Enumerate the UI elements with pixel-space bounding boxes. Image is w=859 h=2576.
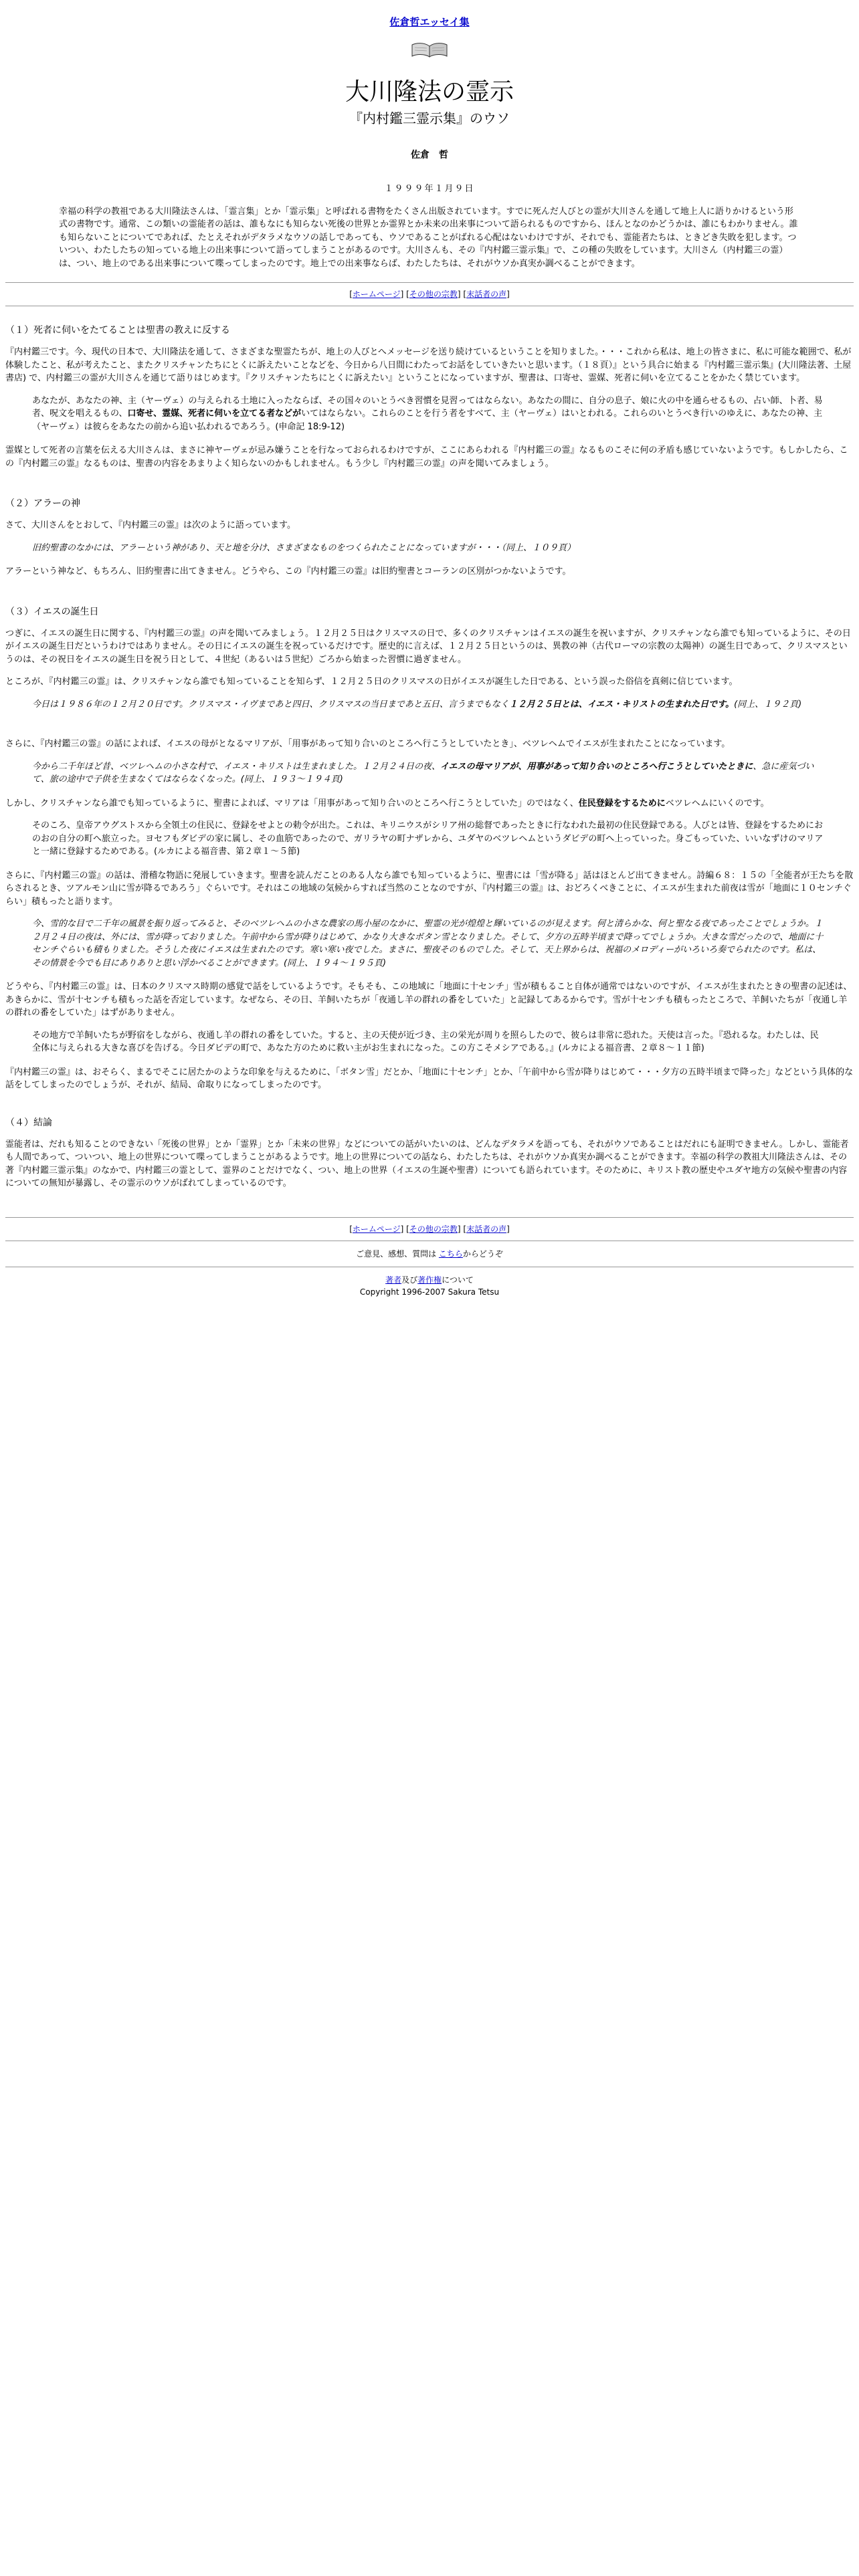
- paragraph-text: ベツレヘムにいくのです。: [665, 798, 769, 809]
- scripture-emphasis: 口寄せ、霊媒、死者に伺いを立てる者などが: [127, 409, 302, 419]
- paragraph: アラーという神など、もちろん、旧約聖書に出てきません。どうやら、この『内村鑑三の霊』は旧約聖書とコーランの区別がつかないようです。: [5, 566, 571, 576]
- divider: [5, 1217, 854, 1218]
- quote-text: 、急に産気づいて、旅の途中で子供を生まなくてはならなくなった。(同上、１９３～１９４頁): [32, 761, 814, 784]
- paragraph: さらに、『内村鑑三の霊』の話によれば、イエスの母がとなるマリアが、「用事があって知り合いのところへ行こうとしていたとき」、ベツレヘムでイエスが生まれたことになっています。: [5, 739, 731, 749]
- scripture-text: いてはならない。これらのことを行う者をすべて、主（ヤーヴェ）はいとわれる。これらのいとうべき行いのゆえに、あなたの神、主（ヤーヴェ）は彼らをあなたの前から追い払われるであろう。(申命記 18:9-12): [32, 409, 823, 432]
- quote-emphasis: １２月２５日とは、イエス・キリストの生まれた日です。: [508, 699, 735, 710]
- paragraph-emphasis: 住民登録をするために: [578, 798, 666, 809]
- spirit-quote: [32, 760, 827, 786]
- section-heading-4: （４）結論: [5, 1117, 52, 1128]
- about-text: について: [442, 1275, 474, 1285]
- paragraph: 『内村鑑三です。今、現代の日本で、大川隆法を通して、さまざまな聖霊たちが、地上の人びとへメッセージを送り続けているということを知りました。・・・これから私は、地上の皆さまに、私に可能な範囲で、私が体験したこと、私が考えたこと、またクリスチャンたちにとくに訴えたいことなどを、今日から八日間にわたってお話をしていきたいと思います。（１８頁）』という具合に始まる『内村鑑三霊示集』(大川隆法著、土屋書店) で、内村鑑三の霊が大川さんを通じて語りはじめます。『クリスチャンたちにとくに訴えたい』ということになっていますが、聖書は、口寄せ、霊媒、死者に伺いを立てることをかたく禁じています。: [5, 347, 852, 383]
- spirit-quote: 今、雪的な目で二千年の風景を振り返ってみると、そのベツレヘムの小さな農家の馬小屋のなかに、聖霊の光が煌煌と輝いているのが見えます。何と清らかな、何と聖なる夜であったことでしょうか。１２月２４日の夜は、外には、雪が降っておりました。午前中から雪が降りはじめて、かなり大きなボタン雪となりました。そして、夕方の五時半頃まで降ってでしょうか。大きな雪だったので、地面に十センチぐらいも積もりました。そうした夜にイエスは生まれたのです。寒い寒い夜でした。まさに、聖夜そのものでした。そして、天上界からは、祝福のメロディーがいろいろ奏でられたのです。私は、その情景を今でも目にありありと思い浮かべることができます。(同上、１９４～１９５頁): [32, 919, 824, 968]
- paragraph: どうやら、『内村鑑三の霊』は、日本のクリスマス時期の感覚で話をしているようです。そもそも、この地域に「地面に十センチ」雪が積もること自体が通常ではないのですが、イエスが生まれたときの聖書の記述は、あきらかに、雪が十センチも積もった話を否定しています。なぜなら、その日、羊飼いたちが「夜通し羊の群れの番をしていた」と記録してあるからです。雪が十センチも積もったところで、羊飼いたちが「夜通し羊の群れの番をしていた」はずがありません。: [5, 982, 852, 1018]
- nav-board-link[interactable]: 末話者の声: [466, 290, 507, 299]
- scripture-quote: そのころ、皇帝アウグストスから全領土の住民に、登録をせよとの勅令が出た。これは、キリニウスがシリア州の総督であったときに行なわれた最初の住民登録である。人びとは皆、登録をするためにおのおの自分の町へ旅立った。ヨセフもダビデの家に属し、その血筋であったので、ガリラヤの町ナザレから、ユダヤのベツレヘムというダビデの町へ上っていった。身ごもっていた、いいなずけのマリアと一緒に登録するためである。(ルカによる福音書、第２章１～５節): [32, 821, 824, 857]
- paragraph: さて、大川さんをとおして、『内村鑑三の霊』は次のように語っています。: [5, 520, 296, 530]
- about-text: 及び: [401, 1275, 418, 1285]
- open-book-icon: [411, 42, 448, 58]
- scripture-quote: その地方で羊飼いたちが野宿をしながら、夜通し羊の群れの番をしていた。すると、主の天使が近づき、主の栄光が周りを照らしたので、彼らは非常に恐れた。天使は言った。『恐れるな。わたしは、民全体に与えられる大きな喜びを告げる。今日ダビデの町で、あなた方のために救い主がお生まれになった。この方こそメシアである。』(ルカによる福音書、２章８～１１節): [32, 1030, 819, 1053]
- quote-text: (同上、１９２頁): [734, 699, 802, 710]
- about-line: [5, 1274, 854, 1286]
- divider: [5, 282, 854, 283]
- page-title: 大川隆法の霊示: [345, 78, 514, 106]
- series-link[interactable]: 佐倉哲エッセイ集: [389, 16, 470, 28]
- copyright-text: Copyright 1996-2007 Sakura Tetsu: [359, 1287, 500, 1297]
- quote-text: 今から二千年ほど昔、ベツレヘムの小さな村で、イエス・キリストは生まれました。１２月２４日の夜、: [32, 761, 440, 772]
- paragraph: さらに、『内村鑑三の霊』の話は、滑稽な物語に発展していきます。聖書を読んだことのある人なら誰でも知っているように、聖書には「雪が降る」話はほとんど出てきません。詩編６８：１５の「全能者が王たちを散らされるとき、ツアルモン山に雪が降るであろう」ぐらいです。それはこの地域の気候からすれば当然のことなのですが、『内村鑑三の霊』は、おどろくべきことに、イエスが生まれた前夜は雪が「地面に１０センチぐらい」積もったと語ります。: [5, 870, 854, 907]
- spirit-quote: 旧約聖書のなかには、アラーという神があり、天と地を分け、さまざまなものをつくられたことになっていますが・・・（同上、１０９頁）: [32, 542, 575, 553]
- author-name: 佐倉 哲: [411, 150, 448, 160]
- feedback-line: [5, 1248, 854, 1260]
- section-heading-2: （２）アラーの神: [5, 498, 80, 509]
- nav-home-link[interactable]: ホームページ: [352, 1224, 401, 1234]
- feedback-link[interactable]: こちら: [438, 1249, 463, 1259]
- quote-text: 今日は１９８６年の１２月２０日です。クリスマス・イヴまであと四日、クリスマスの当日まであと五日、言うまでもなく: [32, 699, 509, 710]
- paragraph: 『内村鑑三の霊』は、おそらく、まるでそこに居たかのような印象を与えるために、「ボタン雪」だとか、「地面に十センチ」とか、「午前中から雪が降りはじめて・・・夕方の五時半頃まで降った」などという具体的な話をしてしまったのでしょうが、それが、結局、命取りになってしまったのです。: [5, 1067, 854, 1090]
- paragraph: 霊媒として死者の言葉を伝える大川さんは、まさに神ヤーヴェが忌み嫌うことを行なっておられるわけですが、ここにあらわれる『内村鑑三の霊』なるものこそに何の矛盾も感じていないようです。もしかしたら、この『内村鑑三の霊』なるものは、聖書の内容をあまりよく知らないのかもしれません。もう少し『内村鑑三の霊』の声を聞いてみましょう。: [5, 445, 848, 469]
- intro-paragraph: 幸福の科学の教祖である大川隆法さんは、「霊言集」とか「霊示集」と呼ばれる書物をたくさん出版されています。すでに死んだ人びとの霊が大川さんを通して地上人に語りかけるという形式の書物です。通常、この類いの霊能者の話は、誰もなにも知らない死後の世界とか霊界とか未来の出来事について語られるものですから、ほんとなのかどうかは、誰にもわかりません。誰も知らないことについてであれば、たとえそれがデタラメなウソの話しであっても、ウソであることがばれる心配はないわけですが、それでも、霊能者たちは、ときどき失敗を犯します。ついつい、わたしたちの知っている地上の出来事について語ってしまうことがあるのです。大川さんも、その『内村鑑三霊示集』で、この種の失敗をしています。大川さん（内村鑑三の霊）は、つい、地上のである出来事について喋ってしまったのです。地上での出来事ならば、わたしたちは、それがウソか真実か調べることができます。: [59, 206, 798, 269]
- paragraph: つぎに、イエスの誕生日に関する、『内村鑑三の霊』の声を聞いてみましょう。１２月２５日はクリスマスの日で、多くのクリスチャンはイエスの誕生を祝いますが、クリスチャンなら誰でも知っているように、その日がイエスの誕生日だというわけではありません。その日にイエスの誕生を祝っているだけです。歴史的に言えば、１２月２５日というのは、異教の神（古代ローマの宗教の太陽神）の誕生日であって、クリスマスというのは、その祝日をイエスの誕生日を祝う日として、４世紀（あるいは５世紀）ごろから始まった習慣に過ぎません。: [5, 628, 851, 665]
- paragraph: [5, 797, 854, 811]
- page-subtitle: 『内村鑑三霊示集』のウソ: [349, 110, 510, 126]
- nav-board-link[interactable]: 末話者の声: [466, 1224, 507, 1234]
- section-heading-3: （３）イエスの誕生日: [5, 606, 99, 617]
- nav-bar-top: [ホームページ] [その他の宗教] [末話者の声]: [349, 290, 510, 299]
- nav-religion-link[interactable]: その他の宗教: [409, 290, 458, 299]
- spirit-quote: [32, 698, 827, 712]
- scripture-text: あなたが、あなたの神、主（ヤーヴェ）の与えられる土地に入ったならば、その国々のいとうべき習慣を見習ってはならない。あなたの間に、自分の息子、娘に火の中を通らせるもの、占い師、卜者、易者、呪文を唱えるもの、: [32, 395, 823, 419]
- publish-date: １９９９年１月９日: [384, 184, 475, 194]
- quote-emphasis: イエスの母マリアが、用事があって知り合いのところへ行こうとしていたときに: [440, 761, 753, 772]
- paragraph-text: しかし、クリスチャンなら誰でも知っているように、聖書によれば、マリアは「用事があって知り合いのところへ行こうとしていた」のではなく、: [5, 798, 579, 809]
- author-link[interactable]: 著者: [385, 1275, 402, 1285]
- copyright-link[interactable]: 著作権: [417, 1275, 442, 1285]
- paragraph: 霊能者は、だれも知ることのできない「死後の世界」とか「霊界」とか「未来の世界」などについての話がいたいのは、どんなデタラメを語っても、それがウソであることはだれにも証明できません。しかし、霊能者も人間であって、ついつい、地上の世界について喋ってしまうことがあるようです。地上の世界についての話なら、わたしたちは、それがウソか真実か調べることができます。幸福の科学の教祖大川隆法さんは、その著『内村鑑三霊示集』のなかで、内村鑑三の霊として、霊界のことだけでなく、つい、地上の世界（イエスの生誕や聖書）についても語られています。そのために、キリスト教の歴史やユダヤ地方の気候や聖書の内容についての無知が暴露し、その霊示のウソがばれてしまっているのです。: [5, 1139, 849, 1188]
- feedback-text: ご意見、感想、質問は: [356, 1249, 439, 1259]
- nav-home-link[interactable]: ホームページ: [352, 290, 401, 299]
- nav-bar-bottom: [ホームページ] [その他の宗教] [末話者の声]: [349, 1224, 510, 1234]
- scripture-quote: [32, 395, 827, 434]
- feedback-text: からどうぞ: [462, 1249, 503, 1259]
- nav-religion-link[interactable]: その他の宗教: [409, 1224, 458, 1234]
- section-heading-1: （１）死者に伺いをたてることは聖書の教えに反する: [5, 325, 230, 336]
- paragraph: ところが、『内村鑑三の霊』は、クリスチャンなら誰でも知っていることを知らず、１２月２５日のクリスマスの日がイエスが誕生した日である、という誤った俗信を真剣に信じています。: [5, 677, 738, 687]
